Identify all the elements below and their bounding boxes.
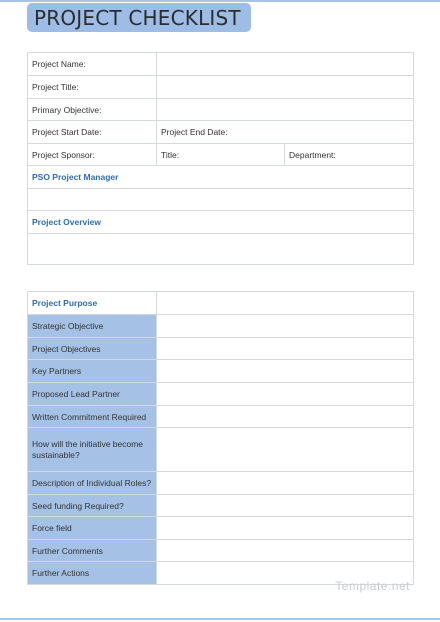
table-row xyxy=(28,472,414,495)
table-row xyxy=(28,166,414,189)
row-label: Further Comments xyxy=(28,540,157,562)
start-date-label: Project Start Date: xyxy=(28,121,157,144)
row-field[interactable] xyxy=(157,472,414,495)
table-row xyxy=(28,540,414,562)
top-rule xyxy=(0,0,440,2)
overview-field[interactable] xyxy=(28,234,414,265)
table-row xyxy=(28,495,414,517)
row-label: Further Actions xyxy=(28,562,157,585)
table-row xyxy=(28,428,414,472)
overview-heading: Project Overview xyxy=(28,211,414,234)
table-row xyxy=(28,53,414,76)
row-label: Project Objectives xyxy=(28,338,157,360)
table-row xyxy=(28,338,414,360)
row-field[interactable] xyxy=(157,360,414,383)
row-label: Written Commitment Required xyxy=(28,406,157,428)
table-row xyxy=(28,406,414,428)
table-row xyxy=(28,99,414,121)
end-date-label: Project End Date: xyxy=(157,121,414,144)
project-name-label: Project Name: xyxy=(28,53,157,76)
table-row xyxy=(28,517,414,540)
row-field[interactable] xyxy=(157,495,414,517)
table-row xyxy=(28,76,414,99)
row-field[interactable] xyxy=(157,540,414,562)
project-title-field[interactable] xyxy=(157,76,414,99)
primary-objective-label: Primary Objective: xyxy=(28,99,157,121)
table-row xyxy=(28,383,414,406)
project-info-table xyxy=(27,52,414,265)
row-label: How will the initiative become sustainable? xyxy=(28,428,157,472)
table-row xyxy=(28,292,414,315)
table-row xyxy=(28,360,414,383)
row-field[interactable] xyxy=(157,428,414,472)
watermark: Template.net xyxy=(335,579,410,593)
manager-heading: PSO Project Manager xyxy=(28,166,414,189)
purpose-field[interactable] xyxy=(157,292,414,315)
row-label: Strategic Objective xyxy=(28,315,157,338)
table-row xyxy=(28,315,414,338)
sponsor-title-label: Title: xyxy=(157,144,285,166)
row-label: Force field xyxy=(28,517,157,540)
bottom-rule xyxy=(0,618,440,620)
project-name-field[interactable] xyxy=(157,53,414,76)
table-row xyxy=(28,234,414,265)
row-label: Key Partners xyxy=(28,360,157,383)
row-field[interactable] xyxy=(157,383,414,406)
purpose-heading: Project Purpose xyxy=(28,292,157,315)
row-label: Proposed Lead Partner xyxy=(28,383,157,406)
table-row xyxy=(28,211,414,234)
row-field[interactable] xyxy=(157,517,414,540)
row-label: Seed funding Required? xyxy=(28,495,157,517)
table-row xyxy=(28,144,414,166)
primary-objective-field[interactable] xyxy=(157,99,414,121)
row-label: Description of Individual Roles? xyxy=(28,472,157,495)
row-field[interactable] xyxy=(157,406,414,428)
title-banner xyxy=(27,3,251,32)
row-field[interactable] xyxy=(157,338,414,360)
row-field[interactable] xyxy=(157,315,414,338)
page-title: PROJECT CHECKLIST xyxy=(34,5,241,30)
sponsor-label: Project Sponsor: xyxy=(28,144,157,166)
project-title-label: Project Title: xyxy=(28,76,157,99)
table-row xyxy=(28,121,414,144)
department-label: Department: xyxy=(285,144,414,166)
table-row xyxy=(28,189,414,211)
manager-field[interactable] xyxy=(28,189,414,211)
project-purpose-table xyxy=(27,291,414,585)
